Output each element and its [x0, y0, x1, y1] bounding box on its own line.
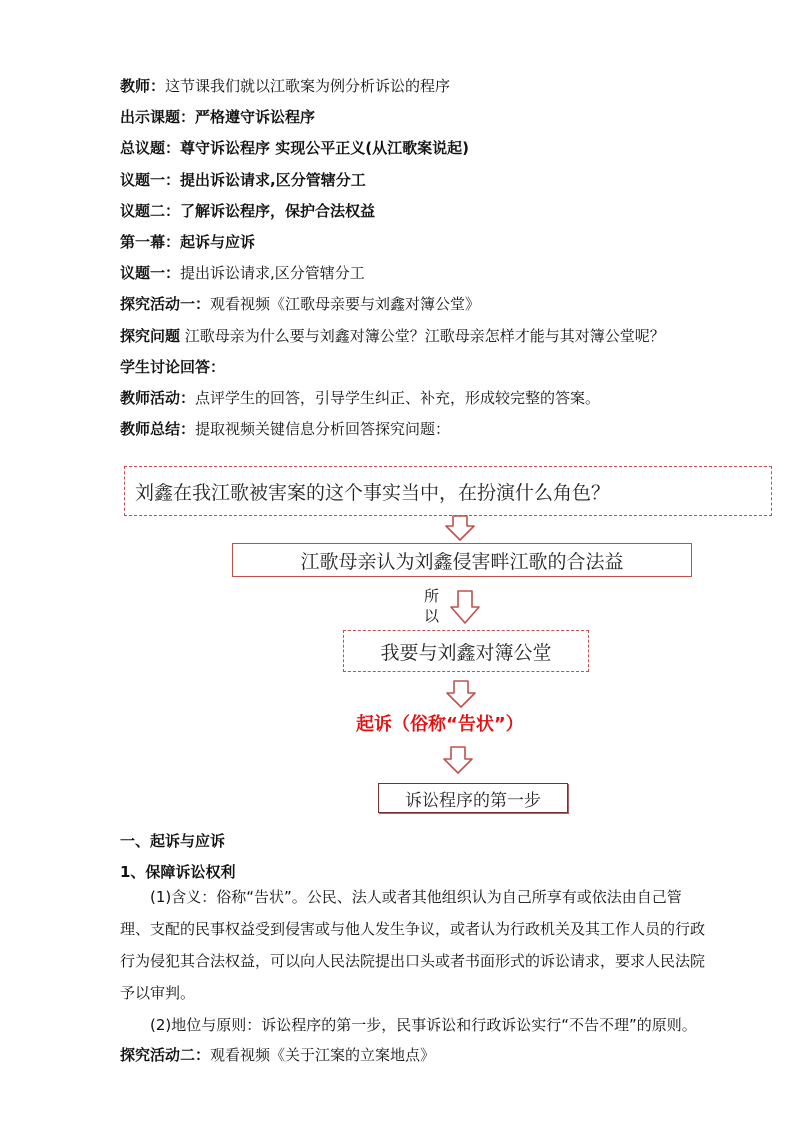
line-issue-one: 议题一：提出诉讼请求,区分管辖分工 [120, 171, 366, 189]
principle-paragraph: (2)地位与原则：诉讼程序的第一步，民事诉讼和行政诉讼实行“不告不理”的原则。 [150, 1016, 697, 1034]
line-question: 探究问题 江歌母亲为什么要与刘鑫对簿公堂？江歌母亲怎样才能与其对簿公堂呢？ [120, 327, 665, 345]
connector-text: 所以 [424, 587, 440, 625]
line-activity-one: 探究活动一：观看视频《江歌母亲要与刘鑫对簿公堂》 [120, 295, 481, 313]
line-issue-one-repeat: 议题一：提出诉讼请求,区分管辖分工 [120, 264, 365, 282]
flow-box-confront: 我要与刘鑫对簿公堂 [343, 630, 589, 672]
line-activity-two: 探究活动二：观看视频《关于江案的立案地点》 [120, 1046, 436, 1064]
section-heading: 一、起诉与应诉 [120, 832, 226, 850]
line-topic: 出示课题：严格遵守诉讼程序 [120, 108, 316, 126]
flow-box-first-step: 诉讼程序的第一步 [378, 783, 568, 813]
down-arrow-icon [450, 590, 480, 624]
down-arrow-icon [445, 515, 475, 541]
line-main-issue: 总议题：尊守诉讼程序 实现公平正义(从江歌案说起) [120, 139, 469, 157]
definition-paragraph: (1)含义：俗称“告状”。公民、法人或者其他组织认为自己所享有或依法由自己管理、支配的民事权益受到侵害或与他人发生争议，或者认为行政机关及其工作人员的行政行为侵犯其合法权益，可以向人民法院提出口头或者书面形式的诉讼请求，要求人民法院予以审判。 [120, 888, 706, 1002]
section-subheading: 1、保障诉讼权利 [120, 863, 236, 881]
line-discussion: 学生讨论回答： [120, 358, 226, 376]
line-teacher-activity: 教师活动：点评学生的回答，引导学生纠正、补充，形成较完整的答案。 [120, 389, 601, 407]
line-teacher-summary: 教师总结：提取视频关键信息分析回答探究问题： [120, 420, 451, 438]
flow-box-role-question: 刘鑫在我江歌被害案的这个事实当中，在扮演什么角色？ [124, 466, 772, 516]
line-act-one: 第一幕：起诉与应诉 [120, 233, 256, 251]
line-issue-two: 议题二：了解诉讼程序，保护合法权益 [120, 202, 376, 220]
down-arrow-icon [443, 746, 473, 774]
line-teacher: 教师：这节课我们就以江歌案为例分析诉讼的程序 [120, 77, 451, 95]
flow-highlight-sue: 起诉（俗称“告状”） [356, 714, 524, 735]
down-arrow-icon [446, 680, 476, 708]
flow-box-mother-view: 江歌母亲认为刘鑫侵害畔江歌的合法益 [232, 543, 692, 577]
